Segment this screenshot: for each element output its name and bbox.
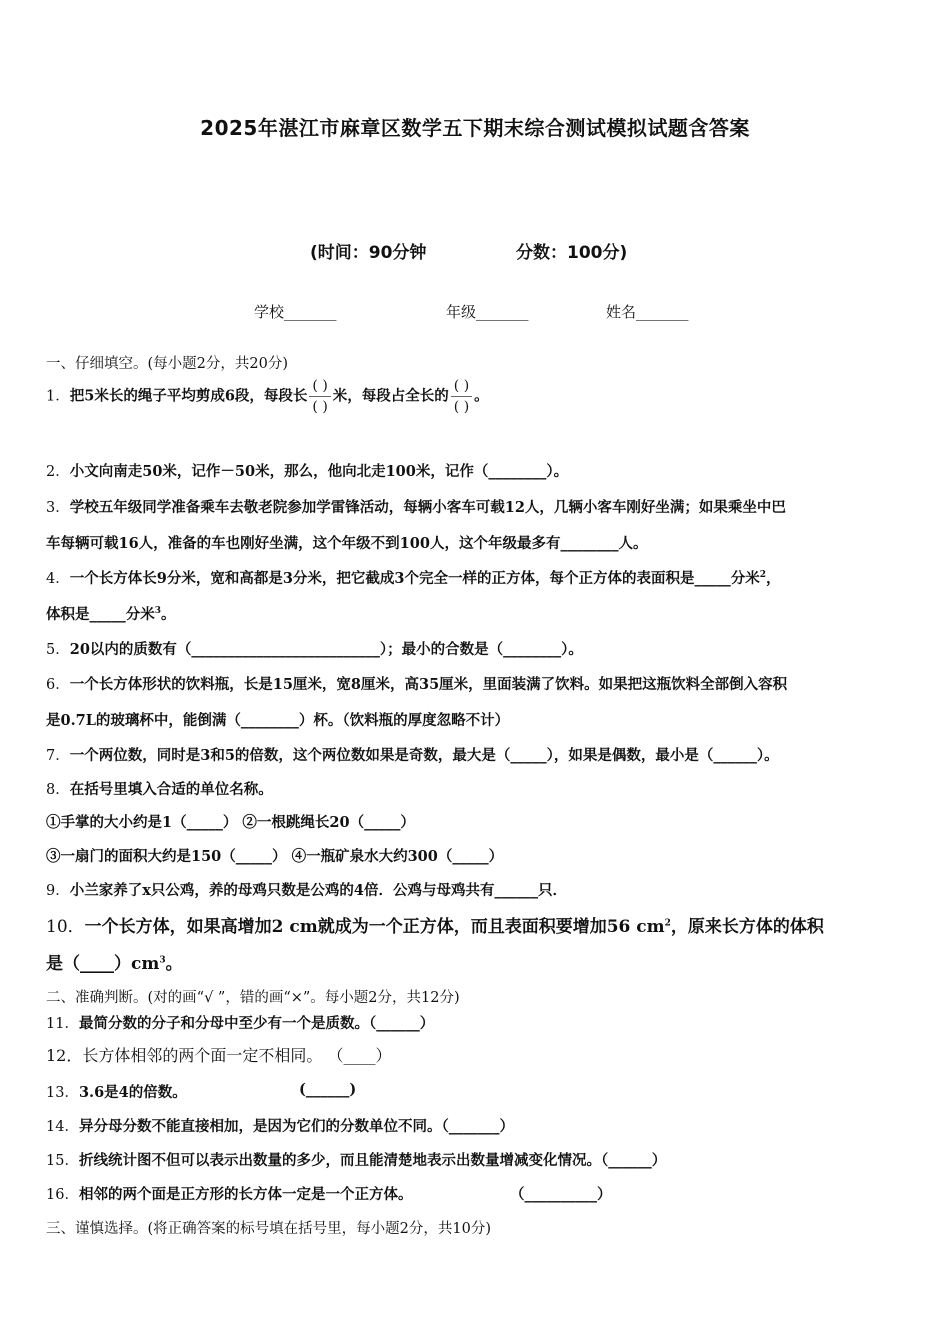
question-text: 20以内的质数有（__________________________）；最小的合数是（________）。	[69, 641, 583, 658]
superscript: 2	[664, 918, 671, 929]
question-11	[46, 1012, 434, 1033]
question-12	[46, 1043, 391, 1066]
school-field[interactable]: 学校_______	[254, 303, 337, 321]
question-text: 在括号里填入合适的单位名称。	[69, 781, 273, 798]
question-6-cont: 是0.7L的玻璃杯中，能倒满（________）杯。（饮料瓶的厚度忽略不计）	[46, 712, 510, 729]
question-text: 学校五年级同学准备乘车去敬老院参加学雷锋活动，每辆小客车可载12人，几辆小客车刚好坐满；如果乘坐中巴	[69, 499, 786, 516]
name-field[interactable]: 姓名_______	[606, 303, 689, 321]
question-number: 1．	[46, 388, 70, 405]
fraction-denominator: ( )	[312, 399, 328, 415]
question-text: 长方体相邻的两个面一定不相同。 （____）	[82, 1046, 392, 1065]
question-6	[46, 673, 787, 694]
superscript: 3	[154, 606, 162, 617]
question-number: 16．	[46, 1187, 79, 1203]
question-5	[46, 638, 583, 659]
question-13	[46, 1081, 187, 1102]
question-3	[46, 496, 786, 517]
question-number: 10．	[46, 917, 85, 937]
section-2-heading: 二、准确判断。(对的画“√ ”，错的画“×”。每小题2分，共12分)	[46, 990, 460, 1006]
question-number: 5．	[46, 642, 70, 658]
question-16	[46, 1183, 412, 1204]
question-text: 异分母分数不能直接相加，是因为它们的分数单位不同。（_______）	[78, 1118, 514, 1135]
question-number: 13．	[46, 1085, 79, 1101]
question-7	[46, 744, 779, 765]
section-1-heading: 一、仔细填空。(每小题2分，共20分)	[46, 356, 288, 372]
question-10	[46, 912, 824, 937]
exam-time: (时间：90分钟	[310, 243, 427, 263]
superscript: 3	[159, 955, 166, 966]
question-number: 11．	[46, 1016, 79, 1032]
superscript: 2	[759, 570, 767, 581]
question-number: 15．	[46, 1153, 79, 1169]
question-text: 一个长方体，如果高增加2 cm就成为一个正方体，而且表面积要增加56 cm	[84, 917, 665, 937]
question-number: 7．	[46, 748, 70, 764]
fraction-blank[interactable]	[309, 376, 330, 417]
question-1	[46, 376, 489, 417]
question-text: 小兰家养了x只公鸡，养的母鸡只数是公鸡的4倍．公鸡与母鸡共有______只．	[69, 882, 567, 899]
question-8-sub-2: ③一扇门的面积大约是150（_____） ④一瓶矿泉水大约300（_____）	[46, 848, 504, 865]
question-text: 。	[165, 954, 183, 974]
question-number: 2．	[46, 464, 70, 480]
fraction-numerator: ( )	[451, 376, 472, 397]
question-15	[46, 1149, 666, 1170]
page-title: 2025年湛江市麻章区数学五下期末综合测试模拟试题含答案	[200, 116, 750, 140]
question-9	[46, 879, 567, 900]
question-text: 3.6是4的倍数。	[78, 1084, 187, 1101]
question-number: 9．	[46, 883, 70, 899]
question-14	[46, 1115, 514, 1136]
question-text: 米，每段占全长的	[332, 387, 449, 405]
question-text: ，原来长方体的体积	[670, 917, 824, 937]
question-8	[46, 778, 273, 799]
question-text: 小文向南走50米，记作－50米，那么，他向北走100米，记作（________）。	[69, 463, 569, 480]
grade-field[interactable]: 年级_______	[446, 303, 529, 321]
question-text: 把5米长的绳子平均剪成6段，每段长	[69, 387, 308, 405]
question-text: ，	[766, 570, 781, 587]
question-number: 6．	[46, 677, 70, 693]
exam-score: 分数：100分)	[516, 243, 628, 263]
question-number: 12．	[46, 1046, 83, 1065]
question-text: 体积是_____分米	[46, 606, 155, 623]
question-13-blank[interactable]: (______)	[299, 1081, 357, 1098]
fraction-numerator: ( )	[309, 376, 330, 397]
question-text: 一个两位数，同时是3和5的倍数，这个两位数如果是奇数，最大是（_____），如果是偶数，最小是（______）。	[69, 747, 779, 764]
question-number: 4．	[46, 571, 70, 587]
question-text: 相邻的两个面是正方形的长方体一定是一个正方体。	[78, 1186, 413, 1203]
question-4	[46, 567, 781, 588]
fraction-blank[interactable]	[451, 376, 472, 417]
question-text: 。	[474, 387, 489, 405]
question-number: 8．	[46, 782, 70, 798]
question-2	[46, 460, 568, 481]
fraction-denominator: ( )	[453, 399, 470, 415]
question-text: 一个长方体长9分米，宽和高都是3分米，把它截成3个完全一样的正方体，每个正方体的表面积是_____分米	[69, 570, 760, 587]
question-3-cont: 车每辆可载16人，准备的车也刚好坐满，这个年级不到100人，这个年级最多有________人。	[46, 535, 648, 552]
question-text: 是（____）cm	[46, 954, 160, 974]
question-text: 折线统计图不但可以表示出数量的多少，而且能清楚地表示出数量增减变化情况。（______）	[78, 1152, 667, 1169]
question-4-cont	[46, 603, 176, 624]
question-number: 14．	[46, 1119, 79, 1135]
question-text: 最简分数的分子和分母中至少有一个是质数。（______）	[78, 1015, 435, 1032]
question-number: 3．	[46, 500, 70, 516]
section-3-heading: 三、谨慎选择。(将正确答案的标号填在括号里，每小题2分，共10分)	[46, 1221, 491, 1237]
question-10-cont	[46, 949, 183, 974]
question-text: 一个长方体形状的饮料瓶，长是15厘米，宽8厘米，高35厘米，里面装满了饮料。如果把这瓶饮料全部倒入容积	[69, 676, 788, 693]
question-8-sub-1: ①手掌的大小约是1（_____） ②一根跳绳长20（_____）	[46, 814, 415, 831]
question-16-blank[interactable]: （__________）	[510, 1186, 612, 1203]
question-text: 。	[161, 606, 176, 623]
